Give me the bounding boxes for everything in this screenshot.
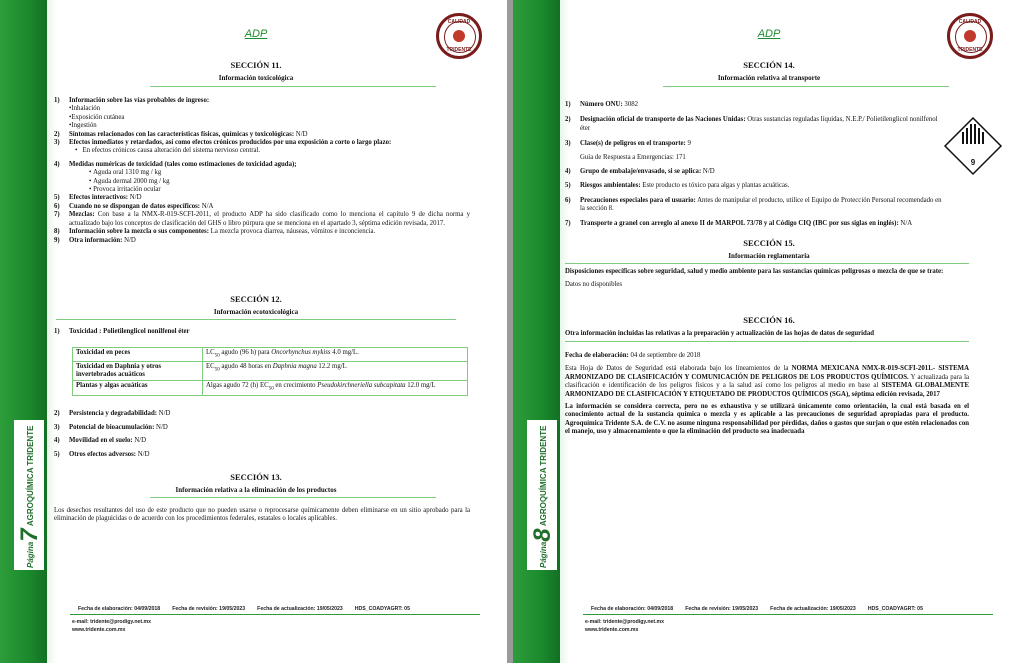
section-12-subtitle: Información ecotoxicológica xyxy=(213,308,299,316)
side-page-label xyxy=(16,426,44,568)
footer-dates: Fecha de elaboración: 04/09/2018 Fecha de revisión: 19/05/2023 Fecha de actualización: 19/05/2023 HDS_COADYAGRT: 05 xyxy=(591,606,923,612)
section-15-body: Disposiciones específicas sobre seguridad, salud y medio ambiente para las sustancias químicas peligrosas o mezcla de que se trate: Datos no disponibles xyxy=(565,268,944,289)
brand-name: AGROQUÍMICA TRIDENTE xyxy=(539,425,548,527)
divider xyxy=(56,319,456,320)
toxicity-heading: 1) Toxicidad : Polietilenglicol nonilfenol éter xyxy=(54,328,190,335)
list-item: 6) Cuando no se dispongan de datos específicos: N/A xyxy=(54,202,214,210)
footer-email: e-mail: tridente@prodigy.net.mx xyxy=(72,619,152,625)
page-number: 8 xyxy=(529,528,556,542)
divider xyxy=(565,341,969,342)
list-item: 8) Información sobre la mezcla o sus componentes: La mezcla provoca diarrea, náuseas, vómitos e inconciencia. xyxy=(54,228,376,236)
footer-email: e-mail: tridente@prodigy.net.mx xyxy=(585,619,665,625)
seal-top-text: CALIDAD xyxy=(447,19,471,25)
section-14-title: SECCIÓN 14. xyxy=(743,60,795,70)
list-item: 1) Información sobre las vías probables de ingreso: •Inhalación •Exposición cutánea •Ingestión xyxy=(54,97,210,130)
page-word: Página xyxy=(539,541,548,568)
list-item: 2) Designación oficial de transporte de las Naciones Unidas: Otras sustancias reguladas líquidas, N.E.P./ Polietilenglicol nonilfenol éter xyxy=(565,116,938,132)
list-item: 3) Potencial de bioacumulación: N/D xyxy=(54,423,168,431)
section-14-subtitle: Información relativa al transporte xyxy=(717,74,821,82)
list-item: 5) Efectos interactivos: N/D xyxy=(54,194,142,202)
calidad-tridente-seal-logo xyxy=(436,13,482,59)
brand-name: AGROQUÍMICA TRIDENTE xyxy=(26,425,35,527)
table-row xyxy=(73,381,468,395)
side-page-label xyxy=(529,426,557,568)
list-item: 2) Síntomas relacionados con las características físicas, químicas y toxicológicas: N/D xyxy=(54,130,308,138)
section-16-title: SECCIÓN 16. xyxy=(743,315,795,325)
seal-top-text: CALIDAD xyxy=(958,19,982,25)
table-row xyxy=(73,362,468,381)
section-14-body xyxy=(565,101,943,228)
list-item: 6) Precauciones especiales para el usuario: Antes de manipular el producto, utilice el Equipo de Protección Personal recomendado en la sección 8. xyxy=(565,196,942,213)
ecotoxicity-table xyxy=(72,347,468,396)
page-word: Página xyxy=(26,541,35,568)
list-item: 3) Clase(s) de peligros en el transporte: 9 Guía de Respuesta a Emergencias: 171 xyxy=(565,140,691,161)
footer-web: www.tridente.com.mx xyxy=(585,627,639,633)
list-item: 1) Número ONU: 3082 xyxy=(565,101,639,108)
section-12-title: SECCIÓN 12. xyxy=(230,294,282,304)
table-key: Toxicidad en peces xyxy=(73,348,203,362)
list-item: 4) Grupo de embalaje/envasado, si se aplica: N/D xyxy=(565,168,715,176)
divider xyxy=(663,86,949,87)
section-12-list xyxy=(54,407,470,461)
section-11-body xyxy=(54,97,470,245)
section-16-body: Fecha de elaboración: 04 de septiembre de 2018 Esta Hoja de Datos de Seguridad está elaborada bajo los lineamientos de la NORMA MEXICANA NMX-R-019-SCFI-2011.- SISTEMA ARMONIZADO DE CLASIFICACIÓN Y COMUNICACIÓN DE PELIGROS DE LOS PRODUCTOS QUÍMICOS. Y actualizada para la clasificación e identificación de los peligros físicos y a la salud así como los peligros al medio en base al SISTEMA GLOBALMENTE ARMONIZADO DE CLASIFICACIÓN Y ETIQUETADO DE PRODUCTOS QUÍMICOS (SGA), séptima edición revisada, 2017 La información se considera correcta, pero no es exhaustiva y se utilizará únicamente como orientación, la cual está basada en el conocimiento actual de la sustancia química o mezcla y es aplicable a las precauciones de seguridad apropiadas para el producto. Agroquímica Tridente S.A. de C.V. no asume ninguna responsabilidad por pérdidas, daños o gastos que surjan o que estén relacionados con el manejo, uso y almacenamiento o que la eliminación del producto sea inadecuada xyxy=(565,352,969,436)
class-9-hazard-diamond-icon xyxy=(943,116,1003,176)
list-item: 2) Persistencia y degradabilidad: N/D xyxy=(54,410,171,417)
list-item: 5) Riesgos ambientales: Este producto es tóxico para algas y plantas acuáticas. xyxy=(565,182,790,190)
section-11-title: SECCIÓN 11. xyxy=(230,60,282,70)
table-value: Algas agudo 72 (h) $EC_{50}$ en crecimiento Pseudokirchneriella subcapitata 12.0 mg/L xyxy=(203,381,468,395)
list-item: 4) Medidas numéricas de toxicidad (tales como estimaciones de toxicidad aguda); • Aguda oral 1310 mg / kg • Aguda dermal 2000 mg / kg • Provoca irritación ocular xyxy=(54,160,297,194)
footer-divider xyxy=(583,614,993,615)
list-item: 9) Otra información: N/D xyxy=(54,236,136,244)
footer-dates: Fecha de elaboración: 04/09/2018 Fecha de revisión: 19/05/2023 Fecha de actualización: 19/05/2023 HDS_COADYAGRT: 05 xyxy=(78,606,410,612)
divider xyxy=(150,497,436,498)
section-15-subtitle: Información reglamentaria xyxy=(728,252,810,260)
page-8 xyxy=(513,0,1020,663)
section-16-subtitle: Otra información incluidas las relativas a la preparación y actualización de las hojas de datos de seguridad xyxy=(565,330,875,337)
seal-bottom-text: TRIDENTE xyxy=(957,47,983,53)
table-key: Toxicidad en Daphnia y otros invertebrados acuáticos xyxy=(73,362,203,381)
table-key: Plantas y algas acuáticas xyxy=(73,381,203,395)
seal-bottom-text: TRIDENTE xyxy=(446,47,472,53)
divider xyxy=(150,86,436,87)
table-row xyxy=(73,348,468,362)
hazard-class-number: 9 xyxy=(970,158,976,167)
doc-header-title: ADP xyxy=(757,28,781,40)
section-13-title: SECCIÓN 13. xyxy=(230,472,282,482)
footer-web: www.tridente.com.mx xyxy=(72,627,126,633)
list-item: 4) Movilidad en el suelo: N/D xyxy=(54,437,147,444)
doc-header-title: ADP xyxy=(244,28,268,40)
list-item: 3) Efectos inmediatos y retardados, así como efectos crónicos producidos por una exposición a corto o largo plazo: • En efectos crónicos causa alteración del sistema nervioso central. xyxy=(54,139,392,155)
footer-divider xyxy=(70,614,480,615)
page-7 xyxy=(0,0,507,663)
section-15-title: SECCIÓN 15. xyxy=(743,238,795,248)
section-13-subtitle: Información relativa a la eliminación de los productos xyxy=(175,486,337,494)
list-item: 5) Otros efectos adversos: N/D xyxy=(54,450,150,458)
table-value: $EC_{50}$ agudo 48 horas en Daphnia magna 12.2 mg/L xyxy=(203,362,468,381)
section-13-text: Los desechos resultantes del uso de este producto que no pueden usarse o reprocesarse químicamente deben eliminarse en un sitio aprobado para la eliminación de plaguicidas o de acuerdo con los procedimientos federales, estatales o locales aplicables. xyxy=(54,507,470,523)
table-value: $LC_{50}$ agudo (96 h) para Oncorhynchus mykiss 4.0 mg/L. xyxy=(203,348,468,362)
divider xyxy=(565,263,969,264)
calidad-tridente-seal-logo xyxy=(947,13,993,59)
list-item: 7) Mezclas: Con base a la NMX-R-019-SCFI-2011, el producto ADP ha sido clasificado como lo menciona el capítulo 9 de dicha norma y actualizado bajo los conceptos de clasificación del GHS o libro púrpura que se menciona en el apartado 3, séptima edición revisada, 2017. xyxy=(54,211,470,227)
section-11-subtitle: Información toxicológica xyxy=(218,74,294,82)
page-number: 7 xyxy=(16,528,43,542)
list-item: 7) Transporte a granel con arreglo al anexo II de MARPOL 73/78 y al Código CIQ (IBC por sus siglas en inglés): N/A xyxy=(565,219,913,227)
